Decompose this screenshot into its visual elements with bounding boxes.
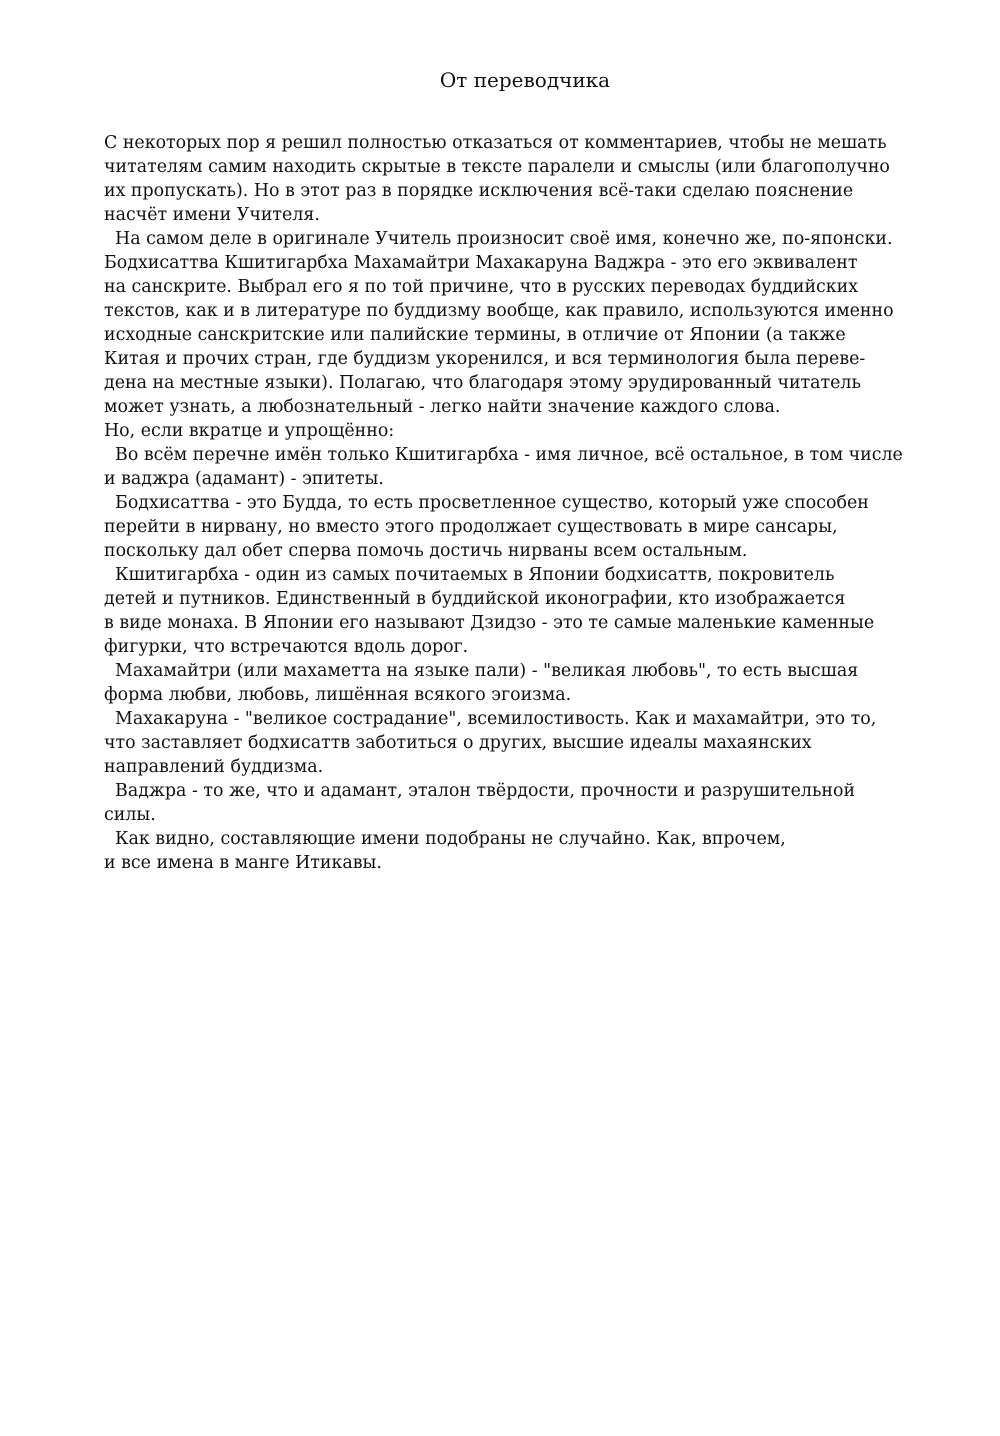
text-line: Махакаруна - "великое сострадание", всемилостивость. Как и махамайтри, это то,: [104, 709, 877, 729]
text-line: их пропускать). Но в этот раз в порядке исключения всё-таки сделаю пояснение: [104, 181, 854, 201]
text-line: форма любви, любовь, лишённая всякого эгоизма.: [104, 685, 572, 705]
text-line: перейти в нирвану, но вместо этого продолжает существовать в мире сансары,: [104, 517, 838, 537]
text-line: на санскрите. Выбрал его я по той причине, что в русских переводах буддийских: [104, 277, 859, 297]
document-body: [104, 131, 984, 875]
text-line: Махамайтри (или махаметта на языке пали) - "великая любовь", то есть высшая: [104, 661, 859, 681]
text-line: и все имена в манге Итикавы.: [104, 853, 382, 873]
text-line: Бодхисаттва Кшитигарбха Махамайтри Махакаруна Ваджра - это его эквивалент: [104, 253, 858, 273]
page-title: От переводчика: [439, 68, 611, 92]
text-line: Как видно, составляющие имени подобраны не случайно. Как, впрочем,: [104, 829, 786, 849]
text-line: направлений буддизма.: [104, 757, 324, 777]
text-line: Но, если вкратце и упрощённо:: [104, 421, 395, 441]
text-line: что заставляет бодхисаттв заботиться о других, высшие идеалы махаянских: [104, 733, 812, 753]
text-line: Бодхисаттва - это Будда, то есть просветленное существо, который уже способен: [104, 493, 869, 513]
text-line: дена на местные языки). Полагаю, что благодаря этому эрудированный читатель: [104, 373, 861, 393]
text-line: силы.: [104, 805, 156, 825]
text-line: поскольку дал обет сперва помочь достичь нирваны всем остальным.: [104, 541, 748, 561]
text-line: фигурки, что встречаются вдоль дорог.: [104, 637, 469, 657]
text-line: Ваджра - то же, что и адамант, эталон твёрдости, прочности и разрушительной: [104, 781, 856, 801]
text-line: может узнать, а любознательный - легко найти значение каждого слова.: [104, 397, 781, 417]
text-line: текстов, как и в литературе по буддизму вообще, как правило, используются именно: [104, 301, 894, 321]
text-line: Во всём перечне имён только Кшитигарбха - имя личное, всё остальное, в том числе: [104, 445, 903, 465]
text-line: Кшитигарбха - один из самых почитаемых в Японии бодхисаттв, покровитель: [104, 565, 835, 585]
text-line: На самом деле в оригинале Учитель произносит своё имя, конечно же, по-японски.: [104, 229, 893, 249]
text-line: читателям самим находить скрытые в тексте паралели и смыслы (или благополучно: [104, 157, 890, 177]
text-line: насчёт имени Учителя.: [104, 205, 320, 225]
text-line: Китая и прочих стран, где буддизм укоренился, и вся терминология была переве-: [104, 349, 866, 369]
text-line: исходные санскритские или палийские термины, в отличие от Японии (а также: [104, 325, 846, 345]
text-line: С некоторых пор я решил полностью отказаться от комментариев, чтобы не мешать: [104, 133, 887, 153]
text-line: в виде монаха. В Японии его называют Дзидзо - это те самые маленькие каменные: [104, 613, 875, 633]
text-line: детей и путников. Единственный в буддийской иконографии, кто изображается: [104, 589, 846, 609]
text-line: и ваджра (адамант) - эпитеты.: [104, 469, 384, 489]
